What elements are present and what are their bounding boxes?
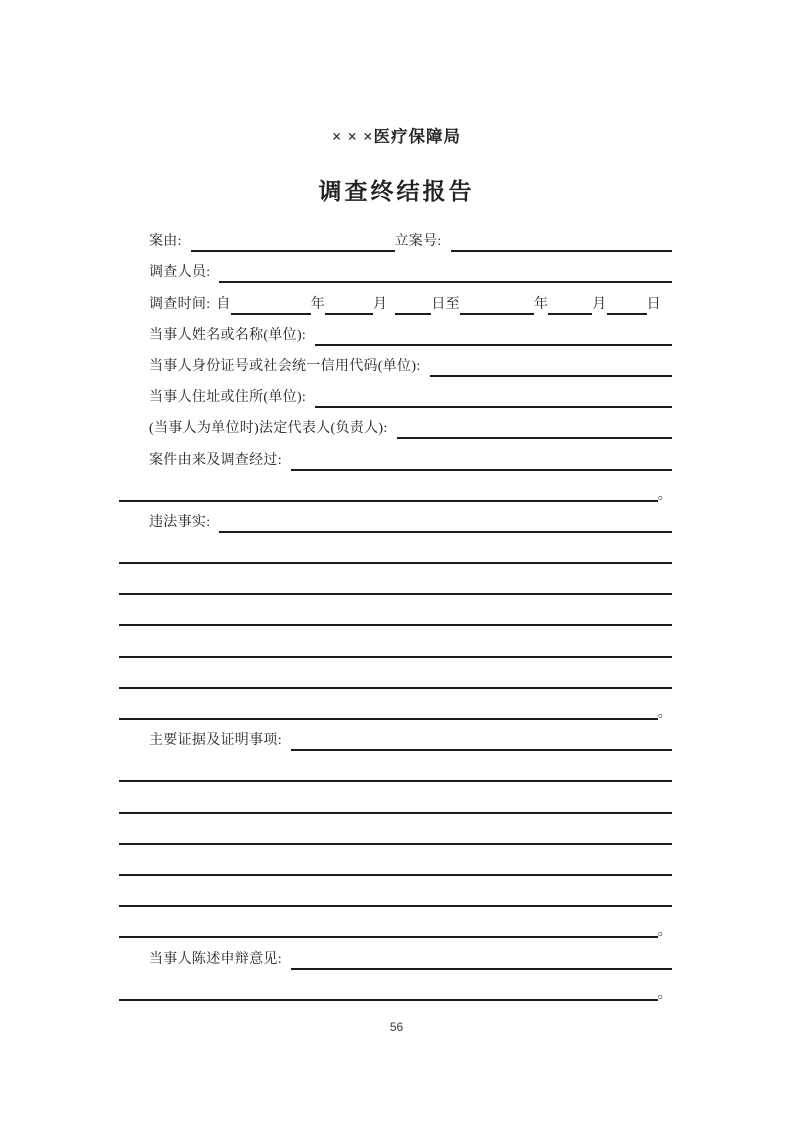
case-origin-period: 。 (657, 487, 672, 503)
case-number-field[interactable] (451, 238, 672, 252)
legal-rep-field[interactable] (397, 425, 672, 439)
legal-rep-label: (当事人为单位时)法定代表人(负责人): (149, 421, 388, 437)
party-statement-last-row (119, 970, 672, 1001)
illegal-facts-line-row (119, 595, 672, 626)
case-origin-continuation-row (119, 471, 672, 502)
evidence-line-row (119, 845, 672, 876)
case-origin-label: 案件由来及调查经过: (149, 452, 282, 468)
case-origin-row (119, 439, 672, 470)
evidence-last-row (119, 907, 672, 938)
case-origin-continuation-line[interactable] (119, 488, 658, 502)
evidence-line[interactable] (119, 831, 672, 845)
evidence-last-line[interactable] (119, 924, 658, 938)
evidence-label: 主要证据及证明事项: (149, 733, 282, 749)
case-number-label: 立案号: (394, 234, 442, 250)
investigators-row (119, 252, 672, 283)
evidence-line-row (119, 814, 672, 845)
investigators-field[interactable] (219, 269, 672, 283)
evidence-field[interactable] (291, 737, 672, 751)
party-statement-last-line[interactable] (119, 987, 658, 1001)
party-address-label: 当事人住址或住所(单位): (149, 390, 307, 406)
case-origin-field[interactable] (291, 457, 672, 471)
page-number: 56 (389, 1020, 404, 1034)
illegal-facts-row (119, 502, 672, 533)
party-id-label: 当事人身份证号或社会统一信用代码(单位): (149, 358, 421, 374)
end-year-label: 年 (533, 296, 549, 312)
illegal-facts-line[interactable] (119, 581, 672, 595)
party-name-label: 当事人姓名或名称(单位): (149, 327, 307, 343)
illegal-facts-label: 违法事实: (149, 514, 211, 530)
party-name-row (119, 315, 672, 346)
end-day-field[interactable] (607, 301, 647, 315)
illegal-facts-line-row (119, 564, 672, 595)
party-id-field[interactable] (430, 363, 672, 377)
party-id-row (119, 346, 672, 377)
illegal-facts-line[interactable] (119, 675, 672, 689)
party-address-row (119, 377, 672, 408)
end-month-field[interactable] (548, 301, 592, 315)
evidence-period: 。 (657, 924, 672, 940)
evidence-line[interactable] (119, 768, 672, 782)
doc-title: 调查终结报告 (318, 178, 475, 204)
illegal-facts-line[interactable] (119, 644, 672, 658)
case-cause-field[interactable] (191, 238, 395, 252)
illegal-facts-field[interactable] (219, 519, 672, 533)
illegal-facts-line-row (119, 658, 672, 689)
illegal-facts-line[interactable] (119, 612, 672, 626)
illegal-facts-line[interactable] (119, 550, 672, 564)
start-day-field[interactable] (395, 301, 431, 315)
case-cause-label: 案由: (149, 234, 182, 250)
illegal-facts-line-row (119, 533, 672, 564)
investigators-label: 调查人员: (149, 265, 211, 281)
start-month-label: 月 (373, 296, 388, 312)
evidence-line[interactable] (119, 893, 672, 907)
illegal-facts-line-row (119, 626, 672, 657)
legal-rep-row (119, 408, 672, 439)
illegal-facts-last-line[interactable] (119, 706, 658, 720)
day-to-label: 日至 (431, 296, 460, 312)
org-title: × × ×医疗保障局 (332, 127, 461, 146)
evidence-line[interactable] (119, 862, 672, 876)
evidence-line-row (119, 751, 672, 782)
start-month-field[interactable] (325, 301, 373, 315)
evidence-line[interactable] (119, 800, 672, 814)
evidence-row (119, 720, 672, 751)
case-cause-row (119, 221, 672, 252)
evidence-line-row (119, 782, 672, 813)
party-statement-field[interactable] (291, 956, 672, 970)
end-day-label: 日 (646, 296, 661, 312)
start-year-field[interactable] (231, 301, 311, 315)
end-year-field[interactable] (460, 301, 534, 315)
illegal-facts-period: 。 (657, 706, 672, 721)
party-statement-row (119, 938, 672, 969)
party-statement-period: 。 (657, 986, 672, 1002)
investigation-time-label: 调查时间: (149, 296, 211, 312)
party-name-field[interactable] (315, 332, 672, 346)
report-form (119, 221, 672, 1001)
end-month-label: 月 (592, 296, 607, 312)
time-from-label: 自 (216, 296, 231, 312)
evidence-line-row (119, 876, 672, 907)
party-statement-label: 当事人陈述申辩意见: (149, 951, 282, 967)
party-address-field[interactable] (315, 394, 672, 408)
investigation-time-row (119, 283, 672, 314)
illegal-facts-last-row (119, 689, 672, 720)
start-year-label: 年 (310, 296, 326, 312)
